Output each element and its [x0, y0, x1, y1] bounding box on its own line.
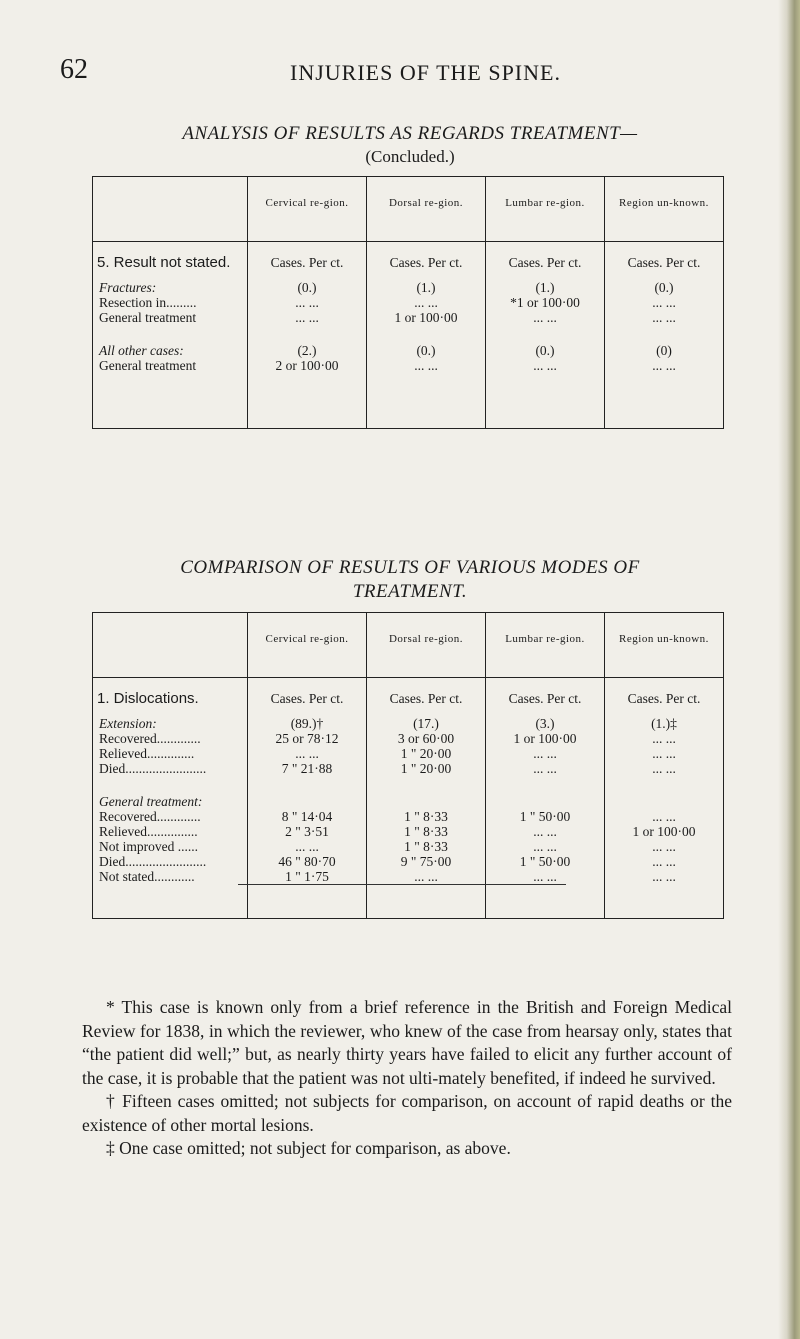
analysis-cervical-cell: [248, 242, 367, 429]
comparison-value: 46 " 80·70: [278, 854, 336, 869]
comparison-value: ... ...: [652, 854, 676, 869]
analysis-cases-header: Cases. Per ct.: [270, 255, 344, 270]
analysis-value: ... ...: [295, 310, 319, 325]
analysis-cases-header: Cases. Per ct.: [627, 255, 701, 270]
page-edge-shadow: [778, 0, 800, 1339]
comparison-value: ... ...: [652, 839, 676, 854]
comparison-value: ... ...: [533, 824, 557, 839]
comparison-value: 1 " 20·00: [400, 761, 452, 776]
analysis-unknown-cell: [605, 242, 724, 429]
page-number: 62: [60, 54, 88, 85]
comparison-body-row: [93, 678, 724, 919]
comparison-value: 1 " 8·33: [404, 824, 448, 839]
comparison-value: 1 or 100·00: [632, 824, 696, 839]
analysis-header-row: [93, 177, 724, 242]
analysis-value: ... ...: [652, 358, 676, 373]
comparison-header-cervical: Cervical re-gion.: [248, 613, 367, 678]
analysis-value: ... ...: [652, 310, 676, 325]
footnote-asterisk: * This case is known only from a brief reference in the British and Foreign Medical Review for 1838, in which the reviewer, who knew of the case from hearsay only, states that “the patient did well;” but, as nearly thirty years have failed to elicit any further account of the case, it is probable that the patient was not ulti-mately benefited, if indeed he survived.: [82, 997, 732, 1088]
comparison-value: [248, 776, 366, 794]
analysis-value: ... ...: [414, 358, 438, 373]
comparison-value: [486, 794, 604, 809]
analysis-value: [248, 325, 366, 343]
analysis-table: [92, 176, 724, 429]
footnotes: [82, 996, 732, 1161]
comparison-value: 8 " 14·04: [281, 809, 333, 824]
comparison-value: ... ...: [533, 746, 557, 761]
comparison-value: ... ...: [295, 746, 319, 761]
comparison-value: ... ...: [652, 761, 676, 776]
comparison-value: 1 " 1·75: [285, 869, 329, 884]
analysis-section-heading: 5. Result not stated.: [97, 254, 231, 271]
comparison-value: ... ...: [295, 839, 319, 854]
comparison-corner-cell: [93, 613, 248, 678]
analysis-dorsal-cell: [367, 242, 486, 429]
comparison-section-heading: 1. Dislocations.: [97, 690, 199, 707]
analysis-value: [367, 325, 485, 343]
analysis-cases-header: Cases. Per ct.: [389, 255, 463, 270]
analysis-label-line: General treatment: [99, 310, 197, 325]
comparison-value: ... ...: [652, 809, 676, 824]
comparison-value: ... ...: [652, 746, 676, 761]
comparison-value: 1 " 50·00: [519, 854, 571, 869]
footnote-dagger: † Fifteen cases omitted; not subjects for comparison, on account of rapid deaths or the existence of other mortal lesions.: [82, 1091, 732, 1135]
comparison-label-line: Recovered.............: [99, 809, 201, 824]
comparison-value: ... ...: [533, 761, 557, 776]
analysis-value: ... ...: [533, 358, 557, 373]
analysis-label-line: Fractures:: [99, 280, 157, 295]
analysis-label-cell: [93, 242, 248, 429]
analysis-lumbar-cell: [486, 242, 605, 429]
comparison-value: 1 " 8·33: [404, 839, 448, 854]
comparison-value: 1 " 20·00: [400, 746, 452, 761]
comparison-label-cell: [93, 678, 248, 919]
comparison-label-line: Died........................: [99, 761, 207, 776]
analysis-cases-header: Cases. Per ct.: [508, 255, 582, 270]
comparison-value: [248, 794, 366, 809]
comparison-table: [92, 612, 724, 919]
analysis-title: ANALYSIS OF RESULTS AS REGARDS TREATMENT—: [182, 123, 638, 144]
comparison-value: (17.): [413, 716, 439, 731]
analysis-label-line: Resection in.........: [99, 295, 197, 310]
comparison-cervical-cell: [248, 678, 367, 919]
comparison-value: 3 or 60·00: [397, 731, 455, 746]
comparison-value: (1.)‡: [651, 716, 677, 731]
comparison-cases-header: Cases. Per ct.: [270, 691, 344, 706]
comparison-header-unknown: Region un-known.: [605, 613, 724, 678]
analysis-subtitle: (Concluded.): [365, 147, 455, 166]
analysis-label-line: [93, 325, 247, 343]
analysis-value: 1 or 100·00: [394, 310, 458, 325]
comparison-value: 2 " 3·51: [285, 824, 329, 839]
analysis-value: [605, 325, 723, 343]
analysis-body-row: [93, 242, 724, 429]
analysis-header-dorsal: Dorsal re-gion.: [367, 177, 486, 242]
comparison-dorsal-cell: [367, 678, 486, 919]
comparison-label-line: Relieved...............: [99, 824, 198, 839]
comparison-label-line: Not improved ......: [99, 839, 198, 854]
comparison-label-line: Died........................: [99, 854, 207, 869]
analysis-value: 2 or 100·00: [275, 358, 339, 373]
analysis-value: *1 or 100·00: [510, 295, 580, 310]
comparison-value: ... ...: [414, 869, 438, 884]
analysis-value: ... ...: [652, 295, 676, 310]
analysis-label-line: General treatment: [99, 358, 197, 373]
analysis-value: ... ...: [414, 295, 438, 310]
comparison-header-lumbar: Lumbar re-gion.: [486, 613, 605, 678]
footnote-double-dagger: ‡ One case omitted; not subject for comparison, as above.: [106, 1138, 511, 1158]
page-header: [60, 54, 740, 94]
comparison-label-line: General treatment:: [99, 794, 203, 809]
comparison-cases-header: Cases. Per ct.: [627, 691, 701, 706]
comparison-value: 1 " 50·00: [519, 809, 571, 824]
comparison-label-line: Relieved..............: [99, 746, 195, 761]
comparison-title-line2: TREATMENT.: [352, 581, 468, 602]
comparison-value: [605, 776, 723, 794]
comparison-header-row: [93, 613, 724, 678]
analysis-value: (0): [656, 343, 672, 358]
analysis-header-lumbar: Lumbar re-gion.: [486, 177, 605, 242]
analysis-value: (1.): [535, 280, 555, 295]
comparison-value: 7 " 21·88: [281, 761, 333, 776]
comparison-cases-header: Cases. Per ct.: [389, 691, 463, 706]
comparison-cases-header: Cases. Per ct.: [508, 691, 582, 706]
comparison-value: 1 " 8·33: [404, 809, 448, 824]
analysis-value: (0.): [654, 280, 674, 295]
analysis-header-unknown: Region un-known.: [605, 177, 724, 242]
analysis-corner-cell: [93, 177, 248, 242]
comparison-header-dorsal: Dorsal re-gion.: [367, 613, 486, 678]
comparison-title-line1: COMPARISON OF RESULTS OF VARIOUS MODES OF: [180, 557, 640, 578]
comparison-value: [367, 776, 485, 794]
comparison-lumbar-cell: [486, 678, 605, 919]
comparison-value: ... ...: [533, 839, 557, 854]
analysis-value: (2.): [297, 343, 317, 358]
comparison-value: 1 or 100·00: [513, 731, 577, 746]
footnote-separator-rule: [238, 884, 566, 885]
comparison-value: 9 " 75·00: [400, 854, 452, 869]
analysis-label-line: All other cases:: [99, 343, 184, 358]
analysis-value: ... ...: [533, 310, 557, 325]
comparison-value: 25 or 78·12: [275, 731, 339, 746]
analysis-value: [486, 325, 604, 343]
analysis-value: ... ...: [295, 295, 319, 310]
comparison-value: ... ...: [652, 869, 676, 884]
comparison-unknown-cell: [605, 678, 724, 919]
comparison-label-line: Not stated............: [99, 869, 195, 884]
running-title: INJURIES OF THE SPINE.: [290, 60, 561, 85]
comparison-label-line: Extension:: [99, 716, 157, 731]
analysis-value: (1.): [416, 280, 436, 295]
analysis-value: (0.): [416, 343, 436, 358]
analysis-value: (0.): [535, 343, 555, 358]
comparison-value: [486, 776, 604, 794]
comparison-label-line: Recovered.............: [99, 731, 201, 746]
comparison-value: ... ...: [652, 731, 676, 746]
analysis-value: (0.): [297, 280, 317, 295]
analysis-header-cervical: Cervical re-gion.: [248, 177, 367, 242]
comparison-value: [367, 794, 485, 809]
comparison-value: (3.): [535, 716, 555, 731]
comparison-value: (89.)†: [290, 716, 324, 731]
comparison-value: ... ...: [533, 869, 557, 884]
comparison-label-line: [93, 776, 247, 794]
comparison-value: [605, 794, 723, 809]
